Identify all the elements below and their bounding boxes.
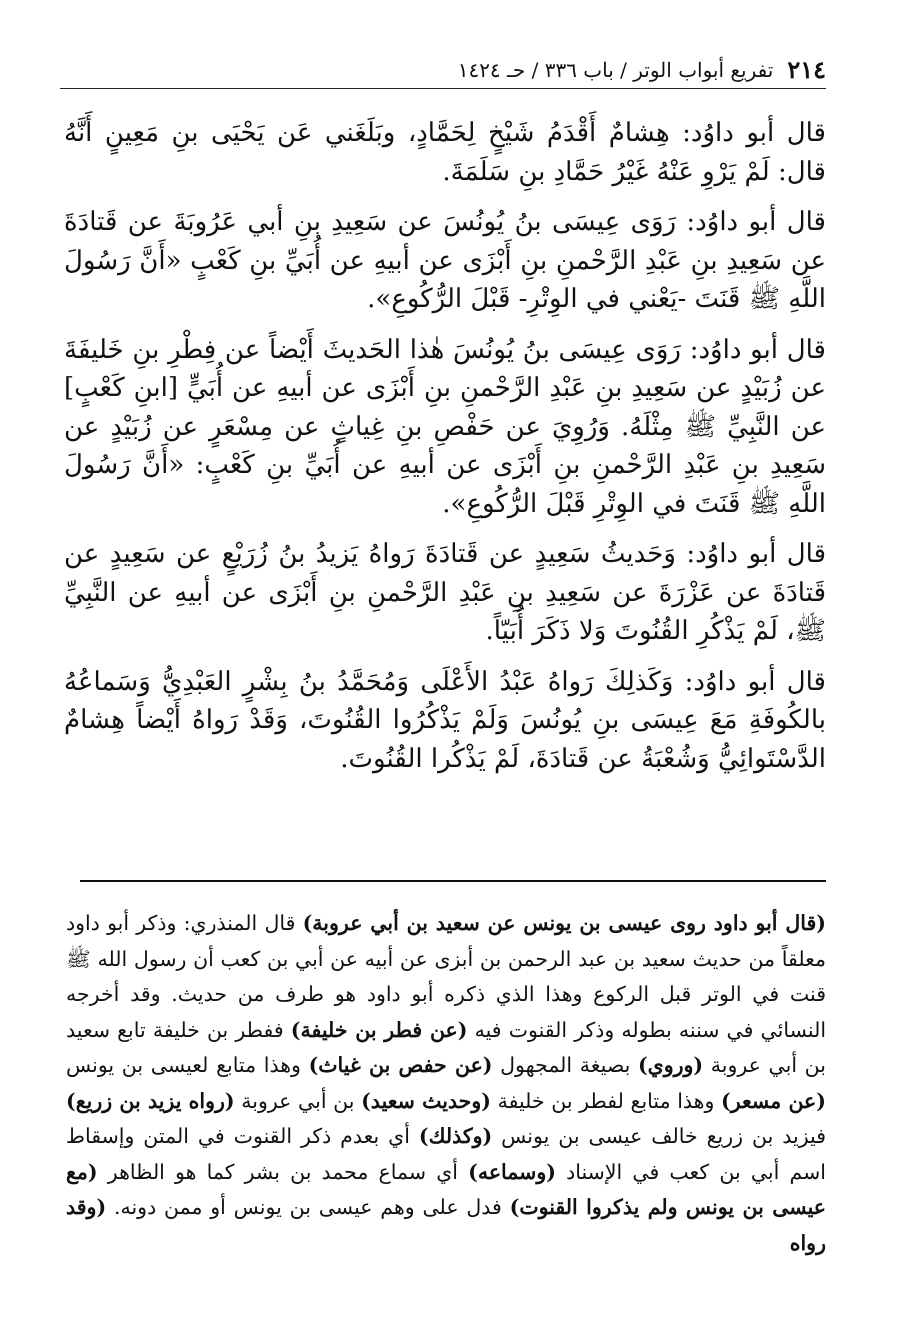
commentary-segment: أي سماع محمد بن بشر كما هو الظاهر — [97, 1159, 469, 1184]
commentary-segment: وهذا متابع لفطر بن خليفة — [490, 1088, 722, 1113]
commentary-segment: بصيغة المجهول — [492, 1053, 638, 1077]
commentary-segment: فدل على وهم عيسى بن يونس أو ممن دونه. — [106, 1195, 510, 1219]
commentary-segment: (وكذلك) — [418, 1124, 493, 1148]
commentary-segment: (عن حفص بن غياث) — [308, 1053, 493, 1077]
running-header — [60, 52, 826, 89]
main-paragraph: قال أبو داوُد: هِشامٌ أَقْدَمُ شَيْخٍ لِحَمَّادٍ، وبَلَغَني عَن يَحْيَى بنِ مَعِينٍ أَنَّهُ قال: لَمْ يَرْوِ عَنْهُ غَيْرُ حَمَّادِ بنِ سَلَمَةَ. — [64, 118, 826, 187]
commentary-segment: ففطر بن خليفة تابع سعيد بن أبي عروبة — [66, 1017, 826, 1077]
page-number: ٢١٤ — [787, 55, 826, 84]
commentary-segment: (عن فطر بن خليفة) — [290, 1017, 468, 1042]
commentary-segment: (مع عيسى بن يونس ولم يذكروا القنوت) — [66, 1159, 827, 1219]
main-paragraph: قال أبو داوُد: وَحَديثُ سَعِيدٍ عن قَتادَةَ رَواهُ يَزيدُ بنُ زُرَيْعٍ عن سَعِيدٍ عن قَتادَةَ عن عَزْرَةَ عن سَعِيدِ بنِ عَبْدِ الرَّحْمنِ بنِ أَبْزَى عن أبيهِ عن النَّبِيِّ ﷺ، لَمْ يَذْكُرِ القُنُوتَ وَلا ذَكَرَ أُبَيّاً. — [64, 539, 826, 646]
commentary-segment: (رواه يزيد بن زريع) — [66, 1088, 235, 1113]
main-paragraph: قال أبو داوُد: وَكَذلِكَ رَواهُ عَبْدُ الأَعْلَى وَمُحَمَّدُ بنُ بِشْرٍ العَبْدِيُّ وَسَماعُهُ بالكُوفَةِ مَعَ عِيسَى بنِ يُونُسَ وَلَمْ يَذْكُرُوا القُنُوتَ، وَقَدْ رَواهُ أَيْضاً هِشامٌ الدَّسْتَوائِيُّ وَشُعْبَةُ عن قَتادَةَ، لَمْ يَذْكُرا القُنُوتَ. — [64, 666, 826, 774]
main-paragraph: قال أبو داوُد: رَوَى عِيسَى بنُ يُونُسَ عن سَعِيدِ بنِ أبي عَرُوبَةَ عن قَتادَةَ عن سَعِيدِ بنِ عَبْدِ الرَّحْمنِ بنِ أَبْزَى عن أبيهِ عن أُبَيِّ بنِ كَعْبٍ «أَنَّ رَسُولَ اللَّهِ ﷺ قَنَتَ -يَعْني في الوِتْرِ- قَبْلَ الرُّكُوعِ». — [64, 207, 826, 314]
commentary-segment: أي بعدم ذكر القنوت في المتن وإسقاط اسم أبي بن كعب في الإسناد — [66, 1124, 826, 1184]
main-text — [64, 114, 826, 790]
commentary-segment: (وقد رواه — [66, 1195, 826, 1255]
commentary-segment: وهذا متابع لعيسى بن يونس — [66, 1053, 309, 1077]
main-paragraph: قال أبو داوُد: رَوَى عِيسَى بنُ يُونُسَ هٰذا الحَديثَ أَيْضاً عن فِطْرِ بنِ خَليفَةَ عن زُبَيْدٍ عن سَعِيدِ بنِ عَبْدِ الرَّحْمنِ بنِ أَبْزَى عن أبيهِ عن أُبَيٍّ [ابنِ كَعْبٍ] عن النَّبِيِّ ﷺ مِثْلَهُ. وَرُوِيَ عن حَفْصِ بنِ غِياثٍ عن مِسْعَرٍ عن زُبَيْدٍ عن سَعِيدِ بنِ عَبْدِ الرَّحْمنِ بنِ أَبْزَى عن أبيهِ عن أُبَيِّ بنِ كَعْبٍ: «أَنَّ رَسُولَ اللَّهِ ﷺ قَنَتَ في الوِتْرِ قَبْلَ الرُّكُوعِ». — [64, 334, 826, 519]
commentary-segment: قال المنذري: وذكر أبو داود معلقاً من حديث سعيد بن عبد الرحمن بن أبزى عن أبيه عن أبي بن كعب أن رسول الله ﷺ قنت في الوتر قبل الركوع وهذا الذي ذكره أبو داود هو طرف من حديث. وقد أخرجه النسائي في سننه بطوله وذكر القنوت فيه — [66, 911, 827, 1042]
running-title: تفريع أبواب الوتر / باب ٣٣٦ / حـ ١٤٢٤ — [457, 58, 774, 82]
commentary-segment: (عن مسعر) — [721, 1088, 826, 1113]
footnote-divider — [80, 880, 826, 882]
commentary-segment: (قال أبو داود روى عيسى بن يونس عن سعيد بن أبي عروبة) — [302, 911, 826, 935]
commentary-segment: (وحديث سعيد) — [361, 1088, 491, 1113]
commentary-segment: فيزيد بن زريع خالف عيسى بن يونس — [492, 1124, 827, 1148]
commentary-segment: (وروي) — [637, 1053, 704, 1077]
commentary-text — [66, 906, 826, 1261]
commentary-segment: (وسماعه) — [468, 1159, 556, 1184]
commentary-segment: بن أبي عروبة — [234, 1088, 362, 1113]
